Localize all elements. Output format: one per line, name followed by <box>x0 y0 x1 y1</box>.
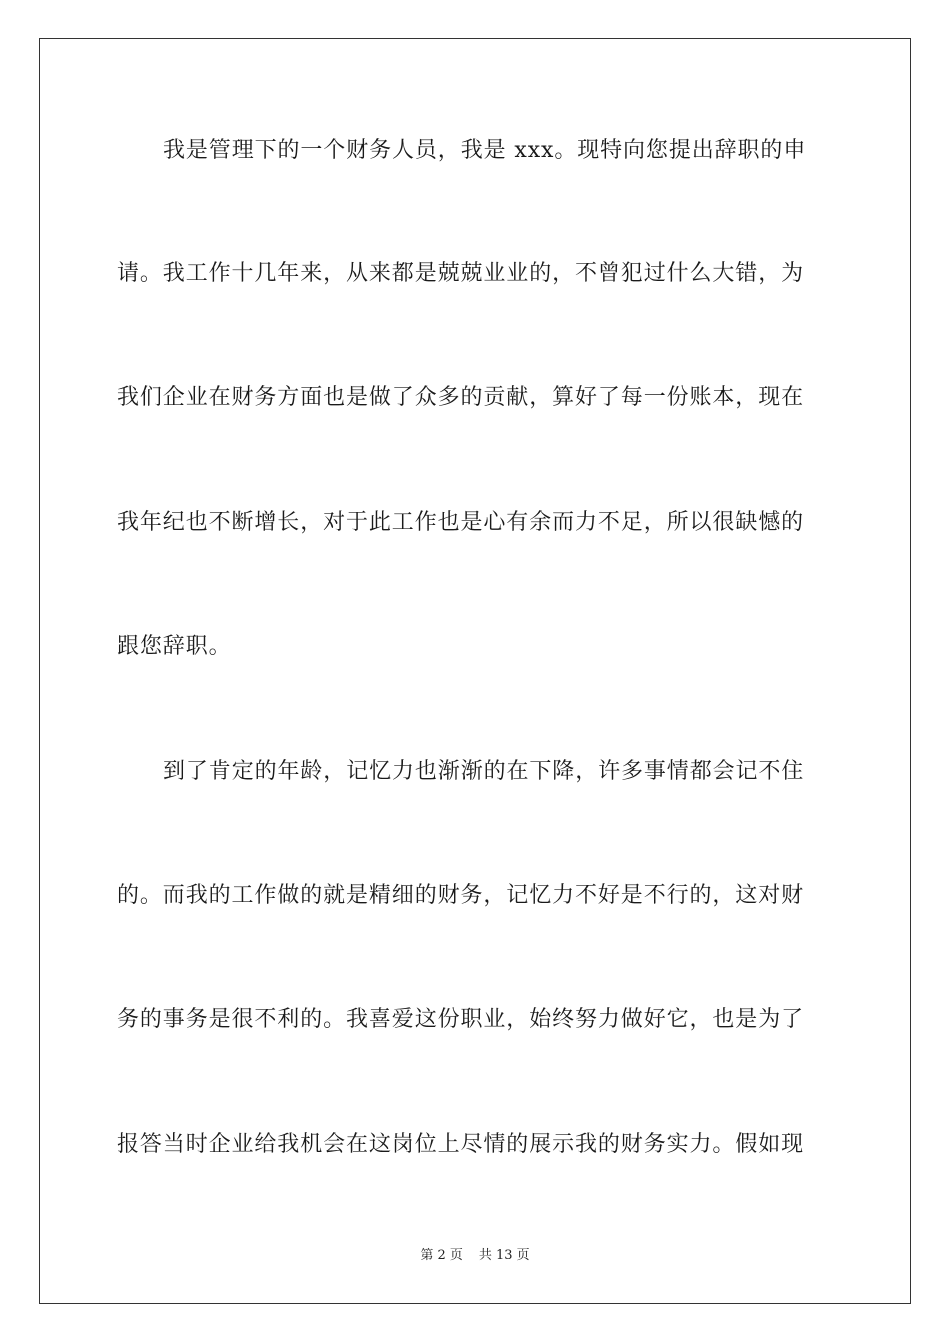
page-border <box>39 38 911 1304</box>
paragraph-2-line-2: 的。而我的工作做的就是精细的财务，记忆力不好是不行的，这对财 <box>117 883 805 908</box>
paragraph-2-line-1: 到了肯定的年龄，记忆力也渐渐的在下降，许多事情都会记不住 <box>163 759 805 784</box>
paragraph-2-line-3: 务的事务是很不利的。我喜爱这份职业，始终努力做好它，也是为了 <box>117 1007 805 1032</box>
paragraph-2-line-4: 报答当时企业给我机会在这岗位上尽情的展示我的财务实力。假如现 <box>117 1132 805 1157</box>
page-number: 第 2 页 <box>420 1248 463 1263</box>
paragraph-1-line-4: 我年纪也不断增长，对于此工作也是心有余而力不足，所以很缺憾的 <box>117 510 805 535</box>
paragraph-1-line-5: 跟您辞职。 <box>117 634 232 659</box>
paragraph-1-line-3: 我们企业在财务方面也是做了众多的贡献，算好了每一份账本，现在 <box>117 385 805 410</box>
page-total: 共 13 页 <box>478 1248 530 1263</box>
page-footer <box>0 1247 950 1265</box>
paragraph-1-line-2: 请。我工作十几年来，从来都是兢兢业业的，不曾犯过什么大错，为 <box>117 261 805 286</box>
paragraph-1-line-1: 我是管理下的一个财务人员，我是 xxx。现特向您提出辞职的申 <box>163 138 807 163</box>
